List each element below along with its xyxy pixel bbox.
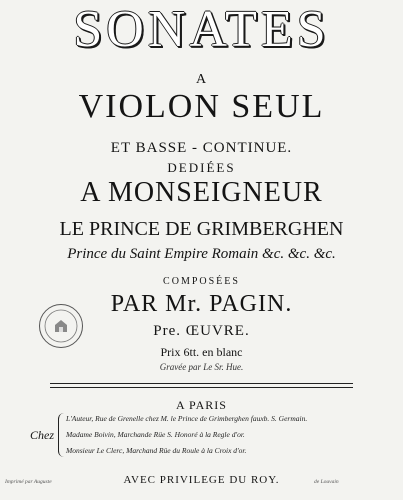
printer-location: de Louvain	[314, 479, 339, 485]
instrument-heading: VIOLON SEUL	[78, 88, 325, 125]
address-line: Madame Boivin, Marchande Rüe S. Honoré à la Regle d'or.	[66, 430, 245, 439]
subtitle-a: A	[195, 72, 208, 87]
main-title: SONATES	[73, 1, 330, 58]
address-brace	[58, 413, 65, 457]
address-line: L'Auteur, Rue de Grenelle chez M. le Prince de Grimberghen fauxb. S. Germain.	[66, 414, 308, 423]
printer-credit: Imprimé par Auguste	[5, 479, 52, 485]
city-line: A PARIS	[176, 398, 227, 412]
address-line: Monsieur Le Clerc, Marchand Rüe du Roule à la Croix d'or.	[66, 446, 247, 455]
prince-heading: LE PRINCE DE GRIMBERGHEN	[59, 218, 344, 240]
engraver-line: Gravée par Le Sr. Hue.	[159, 362, 244, 372]
privilege-line: AVEC PRIVILEGE DU ROY.	[123, 474, 280, 486]
continuo-line: ET BASSE - CONTINUE.	[110, 140, 293, 156]
library-stamp	[39, 304, 83, 348]
divider-rule	[50, 383, 353, 384]
addressee-heading: A MONSEIGNEUR	[80, 177, 323, 208]
composer-heading: PAR Mr. PAGIN.	[110, 291, 293, 317]
divider-rule-thin	[50, 387, 353, 388]
chez-label: Chez	[30, 428, 54, 442]
prince-title: Prince du Saint Empire Romain &c. &c. &c.	[67, 246, 336, 262]
price-line: Prix 6tt. en blanc	[160, 345, 243, 359]
opus-line: Pre. ŒUVRE.	[153, 323, 250, 339]
dedication-line: DEDIÉES	[167, 160, 236, 175]
composed-line: COMPOSÉES	[163, 276, 240, 287]
